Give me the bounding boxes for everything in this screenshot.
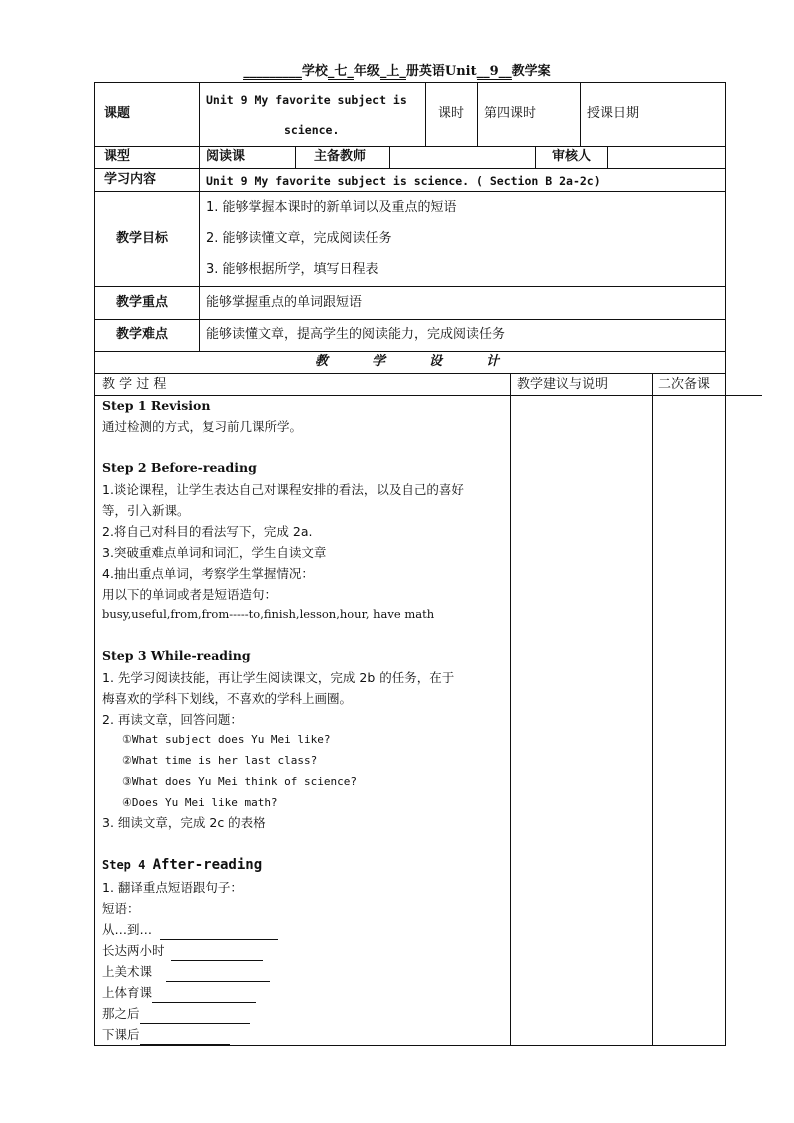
grid-line: [94, 82, 95, 1046]
grid-line: [94, 319, 726, 320]
grid-line: [94, 168, 726, 169]
topic-label: 课题: [104, 106, 131, 121]
phrase-item: [102, 961, 270, 982]
goal-item: 1. 能够掌握本课时的新单词以及重点的短语: [206, 200, 457, 215]
phrase-text: 从…到…: [102, 922, 153, 937]
step-4-prefix: Step 4: [102, 858, 153, 872]
key-points-value: 能够掌握重点的单词跟短语: [206, 295, 363, 310]
phrase-item: [102, 982, 256, 1003]
step-4-line: 1. 翻译重点短语跟句子：: [102, 880, 243, 895]
question-item: ④Does Yu Mei like math?: [122, 796, 278, 809]
step-2-title: Step 2 Before-reading: [102, 460, 257, 475]
grid-line: [510, 373, 511, 1046]
content-value: Unit 9 My favorite subject is science. ( Section B 2a-2c): [206, 174, 601, 188]
topic-line-2: science.: [284, 123, 340, 137]
unit-label: Unit: [444, 64, 477, 79]
answer-blank[interactable]: [152, 988, 256, 1003]
step-3-line: 2. 再读文章，回答问题：: [102, 712, 243, 727]
step-2-line: 1.谈论课程，让学生表达自己对课程安排的看法，以及自己的喜好: [102, 482, 464, 497]
answer-blank[interactable]: [171, 946, 263, 961]
grid-line: [425, 82, 426, 147]
grid-line: [94, 146, 726, 147]
question-item: ②What time is her last class?: [122, 754, 318, 767]
reviewer-label: 审核人: [552, 149, 592, 164]
phrase-item: [102, 1003, 250, 1024]
step-2-line: 3.突破重难点单词和词汇，学生自读文章: [102, 545, 327, 560]
grid-line: [535, 146, 536, 169]
grid-line: [725, 82, 726, 1046]
step-3-line: 1. 先学习阅读技能，再让学生阅读课文，完成 2b 的任务，在于: [102, 670, 455, 685]
period-value: 第四课时: [484, 106, 537, 121]
grid-line: [389, 146, 390, 169]
unit-number: __9__: [476, 64, 512, 79]
date-label: 授课日期: [587, 106, 640, 121]
step-4-line: 短语：: [102, 901, 140, 916]
answer-blank[interactable]: [166, 967, 270, 982]
grade-label: 年级: [353, 64, 380, 79]
answer-blank[interactable]: [140, 1030, 230, 1045]
school-label: 学校: [301, 64, 328, 79]
grid-line: [580, 82, 581, 147]
document-title: [0, 60, 794, 80]
step-1-text: 通过检测的方式，复习前几课所学。: [102, 419, 303, 434]
phrase-item: [102, 940, 263, 961]
grid-line: [295, 146, 296, 169]
goals-label: 教学目标: [116, 231, 169, 246]
step-2-line: 等，引入新课。: [102, 503, 190, 518]
difficulty-label: 教学难点: [116, 327, 169, 342]
step-3-line: 3. 细读文章，完成 2c 的表格: [102, 815, 266, 830]
term-value: _上_: [379, 64, 406, 79]
type-label: 课型: [104, 149, 131, 164]
second-prep-header: 二次备课: [658, 377, 711, 392]
school-blank: _________: [243, 64, 302, 79]
phrase-text: 上美术课: [102, 964, 153, 979]
phrase-text: 那之后: [102, 1006, 140, 1021]
period-label: 课时: [438, 106, 465, 121]
grid-line: [607, 146, 608, 169]
process-header: 教 学 过 程: [102, 377, 167, 392]
book-label: 册英语: [405, 64, 445, 79]
step-3-title: Step 3 While-reading: [102, 648, 251, 663]
grid-line: [652, 373, 653, 1046]
grid-line: [94, 1045, 726, 1046]
advice-header: 教学建议与说明: [517, 377, 609, 392]
grid-line: [94, 191, 726, 192]
key-points-label: 教学重点: [116, 295, 169, 310]
step-3-line: 梅喜欢的学科下划线，不喜欢的学科上画圈。: [102, 691, 353, 706]
step-4-title: [102, 857, 262, 874]
step-2-line: 4.抽出重点单词，考察学生掌握情况：: [102, 566, 314, 581]
goal-item: 2. 能够读懂文章，完成阅读任务: [206, 231, 392, 246]
grade-value: _七_: [327, 64, 354, 79]
teacher-label: 主备教师: [314, 149, 367, 164]
grid-line: [199, 82, 200, 352]
step-2-words: busy,useful,from,from-----to,finish,lesson,hour, have math: [102, 607, 435, 621]
answer-blank[interactable]: [160, 925, 278, 940]
phrase-text: 下课后: [102, 1027, 140, 1042]
step-2-line: 用以下的单词或者是短语造句：: [102, 587, 278, 602]
question-item: ③What does Yu Mei think of science?: [122, 775, 358, 788]
phrase-item: [102, 1024, 230, 1045]
step-2-line: 2.将自己对科目的看法写下，完成 2a.: [102, 524, 313, 539]
design-header: 教 学 设 计: [314, 354, 505, 369]
step-1-title: Step 1 Revision: [102, 398, 211, 413]
topic-line-1: Unit 9 My favorite subject is: [206, 93, 407, 107]
content-label: 学习内容: [104, 172, 157, 187]
grid-line: [477, 82, 478, 147]
type-value: 阅读课: [206, 149, 246, 164]
grid-line: [94, 395, 762, 396]
phrase-text: 上体育课: [102, 985, 153, 1000]
goal-item: 3. 能够根据所学，填写日程表: [206, 262, 379, 277]
grid-line: [94, 286, 726, 287]
question-item: ①What subject does Yu Mei like?: [122, 733, 331, 746]
difficulty-value: 能够读懂文章，提高学生的阅读能力，完成阅读任务: [206, 327, 506, 342]
step-4-name: After-reading: [152, 857, 263, 873]
phrase-text: 长达两小时: [102, 943, 165, 958]
grid-line: [94, 351, 726, 352]
answer-blank[interactable]: [140, 1009, 250, 1024]
phrase-item: [102, 919, 278, 940]
grid-line: [94, 373, 726, 374]
grid-line: [94, 82, 726, 83]
doc-type: 教学案: [511, 64, 551, 79]
